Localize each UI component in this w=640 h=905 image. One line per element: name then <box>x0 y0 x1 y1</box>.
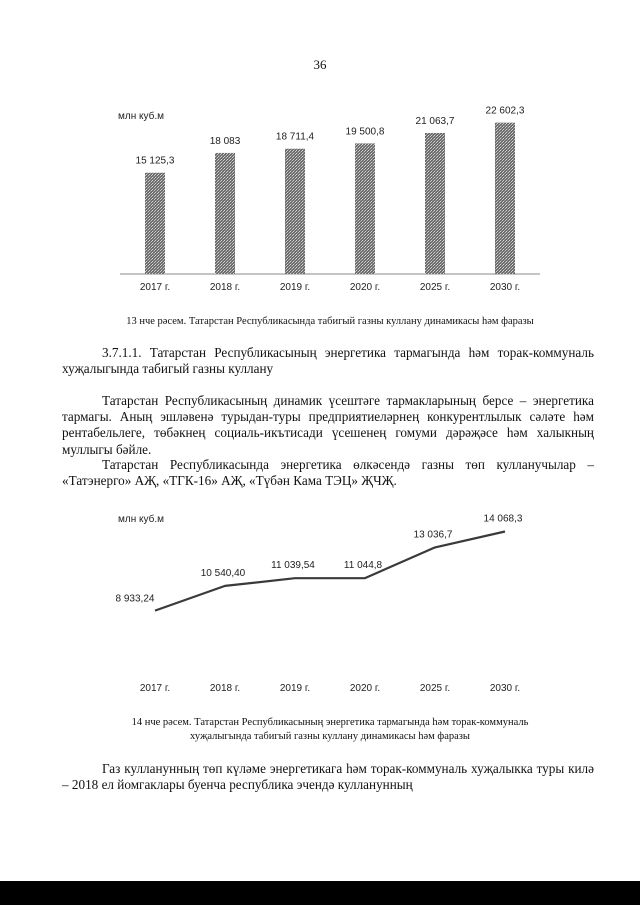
figure-14-caption-line1: 14 нче рәсем. Татарстан Республикасының энергетика тармагында һәм торак-коммуналь <box>131 717 529 728</box>
figure-14-caption-line2: хуҗалыгында табигый газны куллану динамикасы һәм фаразы <box>190 731 470 742</box>
bar-chart-ylabel: млн куб.м <box>118 111 164 122</box>
bar-category-label-0: 2017 г. <box>139 282 171 293</box>
page-number: 36 <box>313 57 327 72</box>
bar-value-label-3: 19 500,8 <box>345 126 385 138</box>
bar-value-label-4: 21 063,7 <box>415 115 455 127</box>
bar-chart <box>100 100 560 300</box>
line-chart-svg <box>100 505 560 705</box>
bar-0 <box>145 173 165 274</box>
paragraph-1 <box>62 393 594 458</box>
scan-bottom-border <box>0 881 640 905</box>
bar-chart-svg <box>100 100 560 300</box>
bar-category-label-4: 2025 г. <box>419 282 451 293</box>
line-chart <box>100 505 560 705</box>
paragraph-2-text: Татарстан Республикасында энергетика өлкәсендә газны төп кулланучылар – «Татэнерго» АҖ, «ТГК-16» АҖ, «Түбән Кама ТЭЦ» ҖЧҖ. <box>62 457 594 489</box>
paragraph-3-text: Газ кулланунның төп күләме энергетикага һәм торак-коммуналь хуҗалыкка туры килә – 2018 ел йомгаклары буенча республика эчендә кулланунның <box>62 761 594 793</box>
figure-14-caption <box>60 716 600 744</box>
bar-3 <box>355 143 375 274</box>
paragraph-2 <box>62 457 594 489</box>
bar-category-label-2: 2019 г. <box>279 282 311 293</box>
figure-13-caption: 13 нче рәсем. Татарстан Республикасында табигый газны куллану динамикасы һәм фаразы <box>126 316 534 327</box>
bar-value-label-5: 22 602,3 <box>485 105 525 117</box>
line-category-label-4: 2025 г. <box>419 683 451 694</box>
line-category-label-3: 2020 г. <box>349 683 381 694</box>
bar-4 <box>425 133 445 274</box>
bar-2 <box>285 149 305 274</box>
line-category-label-0: 2017 г. <box>139 683 171 694</box>
bar-value-label-0: 15 125,3 <box>135 155 175 167</box>
line-category-label-5: 2030 г. <box>489 683 521 694</box>
line-value-label-0: 8 933,24 <box>115 593 155 605</box>
line-value-label-1: 10 540,40 <box>200 567 246 579</box>
section-heading <box>62 345 594 377</box>
line-value-label-5: 14 068,3 <box>483 513 523 525</box>
line-category-label-2: 2019 г. <box>279 683 311 694</box>
bar-value-label-1: 18 083 <box>209 135 241 147</box>
bar-category-label-5: 2030 г. <box>489 282 521 293</box>
bar-1 <box>215 153 235 274</box>
line-chart-ylabel: млн куб.м <box>118 514 164 525</box>
bar-category-label-1: 2018 г. <box>209 282 241 293</box>
line-category-label-1: 2018 г. <box>209 683 241 694</box>
line-value-label-4: 13 036,7 <box>413 529 453 541</box>
section-heading-text: 3.7.1.1. Татарстан Республикасының энергетика тармагында һәм торак-коммуналь хуҗалыгында табигый газны куллану <box>62 345 594 377</box>
bar-category-label-3: 2020 г. <box>349 282 381 293</box>
paragraph-1-text: Татарстан Республикасының динамик үсештәге тармакларының берсе – энергетика тармагы. Аның эшләвенә турыдан-туры предприятиеләрнең конкурентлылык сәләте һәм рентабельлеге, төбәкнең социаль-икътисади үсешенең гомуми дәрәҗәсе һәм халыкның муллыгы бәйле. <box>62 393 594 457</box>
line-value-label-2: 11 039,54 <box>271 560 315 572</box>
bar-5 <box>495 123 515 274</box>
paragraph-3 <box>62 761 594 793</box>
line-value-label-3: 11 044,8 <box>343 560 383 572</box>
bar-value-label-2: 18 711,4 <box>275 131 315 143</box>
